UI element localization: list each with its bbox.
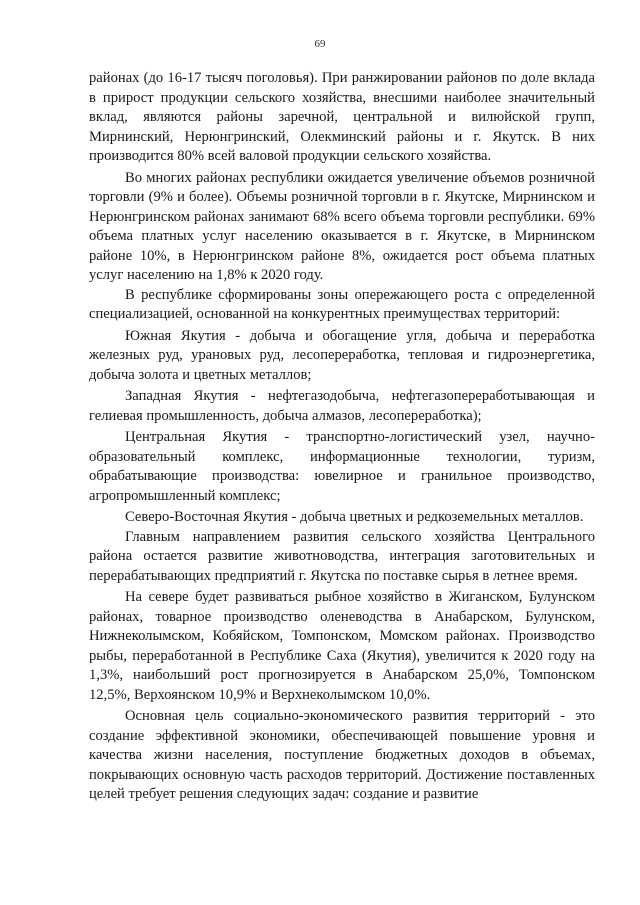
paragraph-central-yakutia: Центральная Якутия - транспортно-логистический узел, научно-образовательный комплекс, информационные технологии, туризм, обрабатывающие производства: ювелирное и гранильное производство, агропромышленный комплекс; (89, 429, 595, 504)
paragraph-growth-zones: В республике сформированы зоны опережающего роста с определенной специализацией, основанной на конкурентных преимуществах территорий: (89, 286, 595, 322)
paragraph-west-yakutia: Западная Якутия - нефтегазодобыча, нефтегазопереработывающая и гелиевая промышленность, добыча алмазов, лесопереработка); (89, 388, 595, 424)
body-text (89, 69, 595, 805)
paragraph-main-goal: Основная цель социально-экономического развития территорий - это создание эффективной экономики, обеспечивающей повышение уровня и качества жизни населения, поступление бюджетных доходов в объемах, покрывающих основную часть расходов территорий. Достижение поставленных целей требует решения следующих задач: создание и развитие (89, 708, 595, 802)
paragraph-agriculture-ranking: районах (до 16-17 тысяч поголовья). При ранжировании районов по доле вклада в прирост продукции сельского хозяйства, внесшими наиболее значительный вклад, являются районы заречной, центральной и вилюйской групп, Мирнинский, Нерюнгринский, Олекминский районы и г. Якутск. В них производится 80% всей валовой продукции сельского хозяйства. (89, 70, 595, 164)
paragraph-south-yakutia: Южная Якутия - добыча и обогащение угля, добыча и переработка железных руд, урановых руд, лесопереработка, тепловая и гидроэнергетика, добыча золота и цветных металлов; (89, 327, 595, 383)
paragraph-retail-trade: Во многих районах республики ожидается увеличение объемов розничной торговли (9% и более). Объемы розничной торговли в г. Якутске, Мирнинском и Нерюнгринском районах занимают 68% всего объема торговли республики. 69% объема платных услуг населению оказывается в г. Якутске, в Мирнинском районе 10%, в Нерюнгринском районе 8%, ожидается рост объема платных услуг населению на 1,8% к 2020 году. (89, 169, 595, 283)
paragraph-northeast-yakutia: Северо-Восточная Якутия - добыча цветных и редкоземельных металлов. (125, 509, 584, 525)
paragraph-central-agriculture: Главным направлением развития сельского хозяйства Центрального района остается развитие животноводства, интеграция заготовительных и перерабатывающих предприятий г. Якутска по поставке сырья в летнее время. (89, 528, 595, 584)
page-number: 69 (314, 38, 326, 50)
paragraph-north-fishery: На севере будет развиваться рыбное хозяйство в Жиганском, Булунском районах, товарное производство оленеводства в Анабарском, Булунском, Нижнеколымском, Кобяйском, Томпонском, Момском районах. Производство рыбы, переработанной в Республике Саха (Якутия), увеличится к 2020 году на 1,3%, наибольший рост прогнозируется в Анабарском 25,0%, Томпонском 12,5%, Верхоянском 10,9% и Верхнеколымском 10,0%. (89, 589, 595, 703)
